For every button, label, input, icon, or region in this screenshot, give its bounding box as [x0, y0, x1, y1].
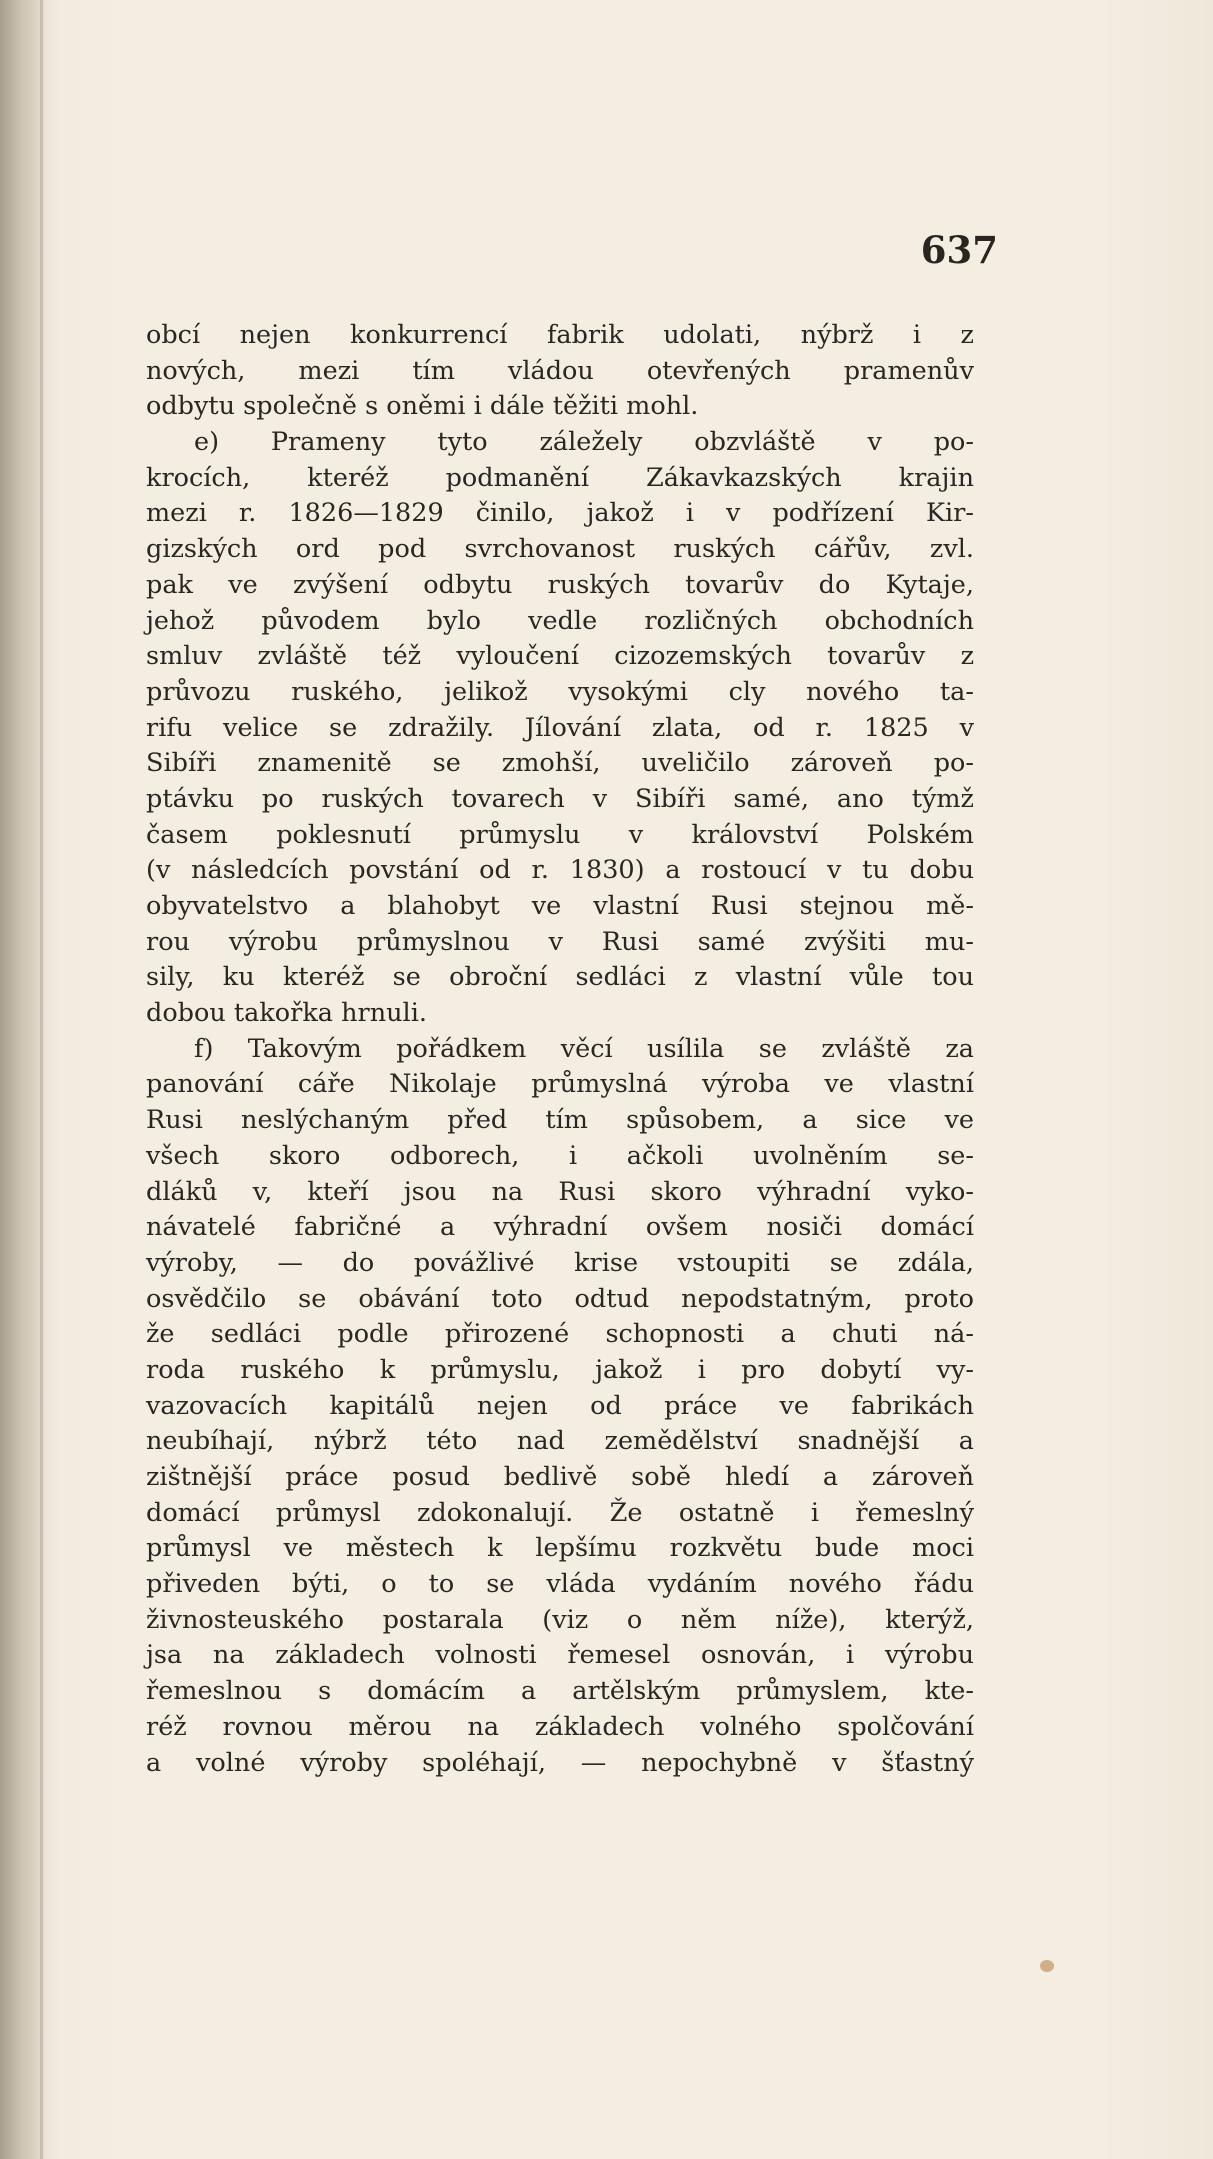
text-line: vazovacích kapitálů nejen od práce ve fabrikách	[146, 1390, 974, 1421]
text-line: všech skoro odborech, i ačkoli uvolněním se-	[146, 1140, 974, 1171]
text-line: dláků v, kteří jsou na Rusi skoro výhradní vyko-	[146, 1176, 974, 1207]
text-line: nových, mezi tím vládou otevřených pramenův	[146, 355, 974, 386]
text-line: jsa na základech volnosti řemesel osnován, i výrobu	[146, 1640, 974, 1671]
text-line: průmysl ve městech k lepšímu rozkvětu bude moci	[146, 1533, 974, 1564]
text-line: mezi r. 1826—1829 činilo, jakož i v podřízení Kir-	[146, 498, 974, 529]
paper-stain-mark	[1040, 1960, 1054, 1972]
text-line: gizských ord pod svrchovanost ruských cářův, zvl.	[146, 534, 974, 565]
page-number: 637	[920, 228, 998, 272]
text-line: osvědčilo se obávání toto odtud nepodstatným, proto	[146, 1283, 974, 1314]
text-line: roda ruského k průmyslu, jakož i pro dobytí vy-	[146, 1354, 974, 1385]
text-line: neubíhají, nýbrž této nad zemědělství snadnější a	[146, 1426, 974, 1457]
text-line: dobou takořka hrnuli.	[146, 998, 427, 1029]
text-line: odbytu společně s oněmi i dále těžiti mohl.	[146, 391, 699, 422]
text-line: f) Takovým pořádkem věcí usílila se zvláště za	[194, 1033, 974, 1064]
text-line: živnosteuského postarala (viz o něm níže), kterýž,	[146, 1604, 974, 1635]
text-line: Rusi neslýchaným před tím spůsobem, a sice ve	[146, 1105, 974, 1136]
text-line: rifu velice se zdražily. Jílování zlata, od r. 1825 v	[146, 712, 974, 743]
text-line: réž rovnou měrou na základech volného spolčování	[146, 1711, 974, 1742]
text-line: sily, ku kteréž se obroční sedláci z vlastní vůle tou	[146, 962, 974, 993]
book-gutter-line	[40, 0, 43, 2159]
text-line: obcí nejen konkurrencí fabrik udolati, nýbrž i z	[146, 320, 974, 350]
body-text-block	[146, 318, 974, 1781]
text-line: časem poklesnutí průmyslu v království Polském	[146, 819, 974, 850]
text-line: návatelé fabričné a výhradní ovšem nosiči domácí	[146, 1212, 974, 1243]
text-line: ptávku po ruských tovarech v Sibíři samé, ano týmž	[146, 783, 974, 814]
text-line: výroby, — do povážlivé krise vstoupiti se zdála,	[146, 1247, 974, 1278]
text-line: rou výrobu průmyslnou v Rusi samé zvýšiti mu-	[146, 926, 974, 957]
text-line: průvozu ruského, jelikož vysokými cly nového ta-	[146, 676, 974, 707]
text-line: jehož původem bylo vedle rozličných obchodních	[146, 605, 974, 636]
text-line: panování cáře Nikolaje průmyslná výroba ve vlastní	[146, 1069, 974, 1100]
text-line: že sedláci podle přirozené schopnosti a chuti ná-	[146, 1319, 974, 1350]
text-line: (v následcích povstání od r. 1830) a rostoucí v tu dobu	[146, 855, 974, 886]
text-line: řemeslnou s domácím a artělským průmyslem, kte-	[146, 1676, 974, 1707]
text-line: Sibíři znamenitě se zmohší, uveličilo zároveň po-	[146, 748, 974, 779]
text-line: zištnější práce posud bedlivě sobě hledí a zároveň	[146, 1462, 974, 1492]
text-line: e) Prameny tyto záležely obzvláště v po-	[194, 427, 974, 458]
text-line: krocích, kteréž podmanění Zákavkazských krajin	[146, 462, 974, 493]
text-line: pak ve zvýšení odbytu ruských tovarův do Kytaje,	[146, 569, 974, 600]
text-line: přiveden býti, o to se vláda vydáním nového řádu	[146, 1569, 974, 1600]
text-line: domácí průmysl zdokonalují. Že ostatně i řemeslný	[146, 1497, 974, 1528]
text-line: smluv zvláště též vyloučení cizozemských tovarův z	[146, 641, 974, 672]
text-line: obyvatelstvo a blahobyt ve vlastní Rusi stejnou mě-	[146, 891, 974, 921]
text-line: a volné výroby spoléhají, — nepochybně v šťastný	[146, 1747, 974, 1778]
